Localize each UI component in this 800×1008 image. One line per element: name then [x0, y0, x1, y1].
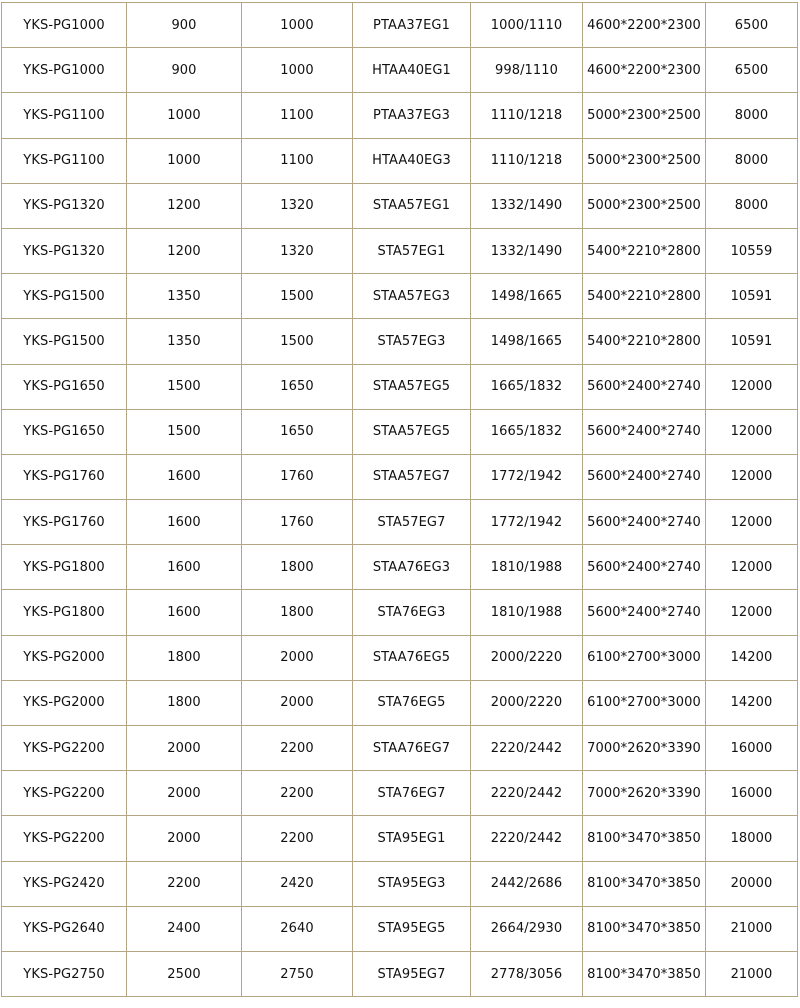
power-rating-cell: 2220/2442	[471, 771, 583, 816]
table-body	[2, 3, 798, 997]
table-row	[2, 590, 798, 635]
dimensions-cell: 5000*2300*2500	[583, 183, 706, 228]
prime-power-cell: 1200	[127, 228, 242, 273]
model-cell: YKS-PG1760	[2, 454, 127, 499]
table-row	[2, 138, 798, 183]
weight-cell: 12000	[706, 545, 798, 590]
weight-cell: 12000	[706, 364, 798, 409]
standby-power-cell: 2200	[242, 771, 353, 816]
power-rating-cell: 2220/2442	[471, 816, 583, 861]
table-row	[2, 726, 798, 771]
weight-cell: 12000	[706, 454, 798, 499]
table-row	[2, 48, 798, 93]
engine-cell: STAA76EG7	[353, 726, 471, 771]
table-row	[2, 545, 798, 590]
weight-cell: 10559	[706, 228, 798, 273]
dimensions-cell: 7000*2620*3390	[583, 726, 706, 771]
weight-cell: 12000	[706, 590, 798, 635]
standby-power-cell: 2200	[242, 816, 353, 861]
standby-power-cell: 2420	[242, 861, 353, 906]
power-rating-cell: 1810/1988	[471, 590, 583, 635]
weight-cell: 6500	[706, 48, 798, 93]
engine-cell: STA57EG1	[353, 228, 471, 273]
standby-power-cell: 2750	[242, 951, 353, 996]
weight-cell: 21000	[706, 951, 798, 996]
model-cell: YKS-PG1500	[2, 319, 127, 364]
model-cell: YKS-PG2000	[2, 680, 127, 725]
power-rating-cell: 1000/1110	[471, 3, 583, 48]
engine-cell: PTAA37EG1	[353, 3, 471, 48]
engine-cell: STAA57EG3	[353, 274, 471, 319]
model-cell: YKS-PG1800	[2, 590, 127, 635]
table-row	[2, 635, 798, 680]
prime-power-cell: 900	[127, 48, 242, 93]
dimensions-cell: 5600*2400*2740	[583, 364, 706, 409]
model-cell: YKS-PG2750	[2, 951, 127, 996]
standby-power-cell: 1500	[242, 319, 353, 364]
standby-power-cell: 1000	[242, 3, 353, 48]
dimensions-cell: 6100*2700*3000	[583, 635, 706, 680]
engine-cell: STAA76EG5	[353, 635, 471, 680]
standby-power-cell: 1650	[242, 409, 353, 454]
model-cell: YKS-PG1100	[2, 93, 127, 138]
power-rating-cell: 1498/1665	[471, 274, 583, 319]
power-rating-cell: 1665/1832	[471, 409, 583, 454]
engine-cell: HTAA40EG3	[353, 138, 471, 183]
dimensions-cell: 5000*2300*2500	[583, 138, 706, 183]
dimensions-cell: 5400*2210*2800	[583, 319, 706, 364]
power-rating-cell: 998/1110	[471, 48, 583, 93]
prime-power-cell: 1600	[127, 500, 242, 545]
standby-power-cell: 1760	[242, 454, 353, 499]
dimensions-cell: 8100*3470*3850	[583, 861, 706, 906]
weight-cell: 21000	[706, 906, 798, 951]
dimensions-cell: 5000*2300*2500	[583, 93, 706, 138]
engine-cell: HTAA40EG1	[353, 48, 471, 93]
weight-cell: 12000	[706, 500, 798, 545]
engine-cell: STA76EG3	[353, 590, 471, 635]
table-row	[2, 680, 798, 725]
prime-power-cell: 1350	[127, 319, 242, 364]
dimensions-cell: 8100*3470*3850	[583, 951, 706, 996]
engine-cell: STAA57EG5	[353, 364, 471, 409]
engine-cell: STA95EG7	[353, 951, 471, 996]
model-cell: YKS-PG1800	[2, 545, 127, 590]
weight-cell: 8000	[706, 138, 798, 183]
model-cell: YKS-PG1760	[2, 500, 127, 545]
power-rating-cell: 1498/1665	[471, 319, 583, 364]
standby-power-cell: 1000	[242, 48, 353, 93]
dimensions-cell: 8100*3470*3850	[583, 816, 706, 861]
weight-cell: 10591	[706, 274, 798, 319]
model-cell: YKS-PG1000	[2, 3, 127, 48]
model-cell: YKS-PG1320	[2, 228, 127, 273]
prime-power-cell: 2400	[127, 906, 242, 951]
prime-power-cell: 2000	[127, 816, 242, 861]
engine-cell: STAA57EG1	[353, 183, 471, 228]
dimensions-cell: 4600*2200*2300	[583, 48, 706, 93]
power-rating-cell: 1810/1988	[471, 545, 583, 590]
table-row	[2, 861, 798, 906]
dimensions-cell: 7000*2620*3390	[583, 771, 706, 816]
weight-cell: 10591	[706, 319, 798, 364]
prime-power-cell: 2000	[127, 726, 242, 771]
table-row	[2, 274, 798, 319]
prime-power-cell: 1600	[127, 454, 242, 499]
power-rating-cell: 1332/1490	[471, 228, 583, 273]
power-rating-cell: 1772/1942	[471, 454, 583, 499]
model-cell: YKS-PG1650	[2, 364, 127, 409]
prime-power-cell: 1000	[127, 138, 242, 183]
table-row	[2, 771, 798, 816]
engine-cell: STA95EG3	[353, 861, 471, 906]
dimensions-cell: 8100*3470*3850	[583, 906, 706, 951]
standby-power-cell: 1800	[242, 590, 353, 635]
weight-cell: 20000	[706, 861, 798, 906]
prime-power-cell: 2000	[127, 771, 242, 816]
power-rating-cell: 2664/2930	[471, 906, 583, 951]
weight-cell: 16000	[706, 771, 798, 816]
power-rating-cell: 1110/1218	[471, 93, 583, 138]
power-rating-cell: 2220/2442	[471, 726, 583, 771]
power-rating-cell: 2000/2220	[471, 680, 583, 725]
engine-cell: STA76EG5	[353, 680, 471, 725]
engine-cell: STA76EG7	[353, 771, 471, 816]
weight-cell: 14200	[706, 635, 798, 680]
power-rating-cell: 2778/3056	[471, 951, 583, 996]
power-rating-cell: 2000/2220	[471, 635, 583, 680]
table-row	[2, 500, 798, 545]
prime-power-cell: 1200	[127, 183, 242, 228]
engine-cell: STAA57EG5	[353, 409, 471, 454]
table-row	[2, 409, 798, 454]
weight-cell: 18000	[706, 816, 798, 861]
engine-cell: STA95EG1	[353, 816, 471, 861]
model-cell: YKS-PG2200	[2, 726, 127, 771]
table-row	[2, 319, 798, 364]
prime-power-cell: 1000	[127, 93, 242, 138]
table-row	[2, 93, 798, 138]
power-rating-cell: 1332/1490	[471, 183, 583, 228]
power-rating-cell: 1110/1218	[471, 138, 583, 183]
weight-cell: 8000	[706, 93, 798, 138]
standby-power-cell: 1320	[242, 183, 353, 228]
standby-power-cell: 2640	[242, 906, 353, 951]
dimensions-cell: 6100*2700*3000	[583, 680, 706, 725]
dimensions-cell: 5600*2400*2740	[583, 545, 706, 590]
table-row	[2, 3, 798, 48]
standby-power-cell: 1650	[242, 364, 353, 409]
prime-power-cell: 900	[127, 3, 242, 48]
prime-power-cell: 1800	[127, 680, 242, 725]
model-cell: YKS-PG2640	[2, 906, 127, 951]
standby-power-cell: 1500	[242, 274, 353, 319]
prime-power-cell: 1800	[127, 635, 242, 680]
prime-power-cell: 2500	[127, 951, 242, 996]
dimensions-cell: 5600*2400*2740	[583, 590, 706, 635]
standby-power-cell: 1100	[242, 93, 353, 138]
engine-cell: STA57EG7	[353, 500, 471, 545]
model-cell: YKS-PG2200	[2, 816, 127, 861]
standby-power-cell: 1800	[242, 545, 353, 590]
table-row	[2, 364, 798, 409]
model-cell: YKS-PG2200	[2, 771, 127, 816]
model-cell: YKS-PG1500	[2, 274, 127, 319]
dimensions-cell: 5600*2400*2740	[583, 500, 706, 545]
table-row	[2, 816, 798, 861]
model-cell: YKS-PG2000	[2, 635, 127, 680]
model-cell: YKS-PG1000	[2, 48, 127, 93]
power-rating-cell: 1665/1832	[471, 364, 583, 409]
engine-cell: STAA76EG3	[353, 545, 471, 590]
dimensions-cell: 5400*2210*2800	[583, 228, 706, 273]
power-rating-cell: 2442/2686	[471, 861, 583, 906]
prime-power-cell: 2200	[127, 861, 242, 906]
dimensions-cell: 5600*2400*2740	[583, 409, 706, 454]
dimensions-cell: 5400*2210*2800	[583, 274, 706, 319]
weight-cell: 14200	[706, 680, 798, 725]
engine-cell: PTAA37EG3	[353, 93, 471, 138]
prime-power-cell: 1600	[127, 590, 242, 635]
model-cell: YKS-PG2420	[2, 861, 127, 906]
weight-cell: 6500	[706, 3, 798, 48]
prime-power-cell: 1500	[127, 409, 242, 454]
standby-power-cell: 2000	[242, 680, 353, 725]
prime-power-cell: 1350	[127, 274, 242, 319]
standby-power-cell: 1100	[242, 138, 353, 183]
engine-cell: STAA57EG7	[353, 454, 471, 499]
table-row	[2, 454, 798, 499]
standby-power-cell: 2200	[242, 726, 353, 771]
table-row	[2, 951, 798, 996]
table-row	[2, 183, 798, 228]
dimensions-cell: 5600*2400*2740	[583, 454, 706, 499]
power-rating-cell: 1772/1942	[471, 500, 583, 545]
weight-cell: 12000	[706, 409, 798, 454]
dimensions-cell: 4600*2200*2300	[583, 3, 706, 48]
weight-cell: 16000	[706, 726, 798, 771]
table-row	[2, 228, 798, 273]
generator-spec-table	[1, 2, 798, 997]
table-row	[2, 906, 798, 951]
prime-power-cell: 1500	[127, 364, 242, 409]
standby-power-cell: 2000	[242, 635, 353, 680]
model-cell: YKS-PG1320	[2, 183, 127, 228]
engine-cell: STA95EG5	[353, 906, 471, 951]
weight-cell: 8000	[706, 183, 798, 228]
prime-power-cell: 1600	[127, 545, 242, 590]
engine-cell: STA57EG3	[353, 319, 471, 364]
model-cell: YKS-PG1100	[2, 138, 127, 183]
standby-power-cell: 1760	[242, 500, 353, 545]
model-cell: YKS-PG1650	[2, 409, 127, 454]
standby-power-cell: 1320	[242, 228, 353, 273]
